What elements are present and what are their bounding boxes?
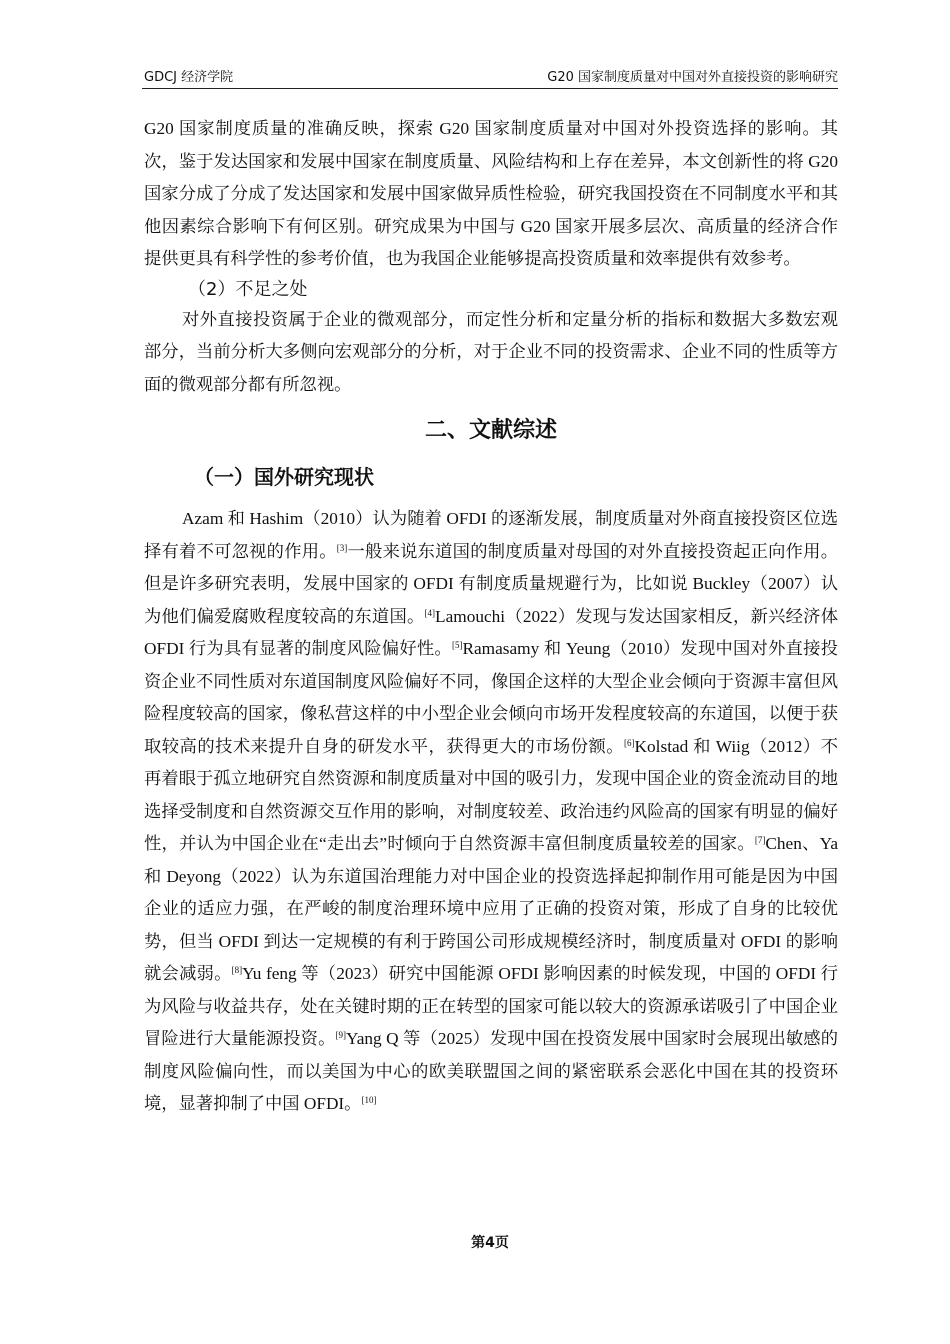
subheading-shortcomings: （2）不足之处 [188,278,308,300]
citation-ref: [4] [424,607,436,618]
sentence: Yang Q 等（2025）发现中国在投资发展中国家时会展现出敏感的制度风险偏向性，而以美国为中心的欧美联盟国之间的紧密联系会恶化中国在其的投资环境，显著抑制了中国 OFDI。 [144,1029,838,1113]
sentence: Azam 和 Hashim（2010）认为随着 OFDI 的逐渐发展，制度质量对外商直接投资区位选择有着不可忽视的作用。 [144,509,838,561]
sentence: Lamouchi（2022）发现与发达国家相反，新兴经济体 OFDI 行为具有显著的制度风险偏好性。 [144,606,838,658]
paragraph-shortcomings: 对外直接投资属于企业的微观部分，而定性分析和定量分析的指标和数据大多数宏观部分，当前分析大多侧向宏观部分的分析，对于企业不同的投资需求、企业不同的性质等方面的微观部分都有所忽视。 [144,309,838,394]
header-left-text: GDCJ 经济学院 [144,70,234,85]
paragraph-intro: G20 国家制度质量的准确反映，探索 G20 国家制度质量对中国对外投资选择的影响。其次，鉴于发达国家和发展中国家在制度质量、风险结构和上存在差异，本文创新性的将 G20 国家分成了分成了发达国家和发展中国家做异质性检验，研究我国投资在不同制度水平和其他因素综合影响下有何区别。研究成果为中国与 G20 国家开展多层次、高质量的经济合作提供更具有科学性的参考价值，也为我国企业能够提高投资质量和效率提供有效参考。 [144,119,838,268]
page-number: 第4页 [471,1235,509,1251]
header-rule [142,88,838,89]
citation-ref: [9] [335,1030,346,1040]
sentence: 一般来说东道国的制度质量对母国的对外直接投资起正向作用。但是许多研究表明，发展中国家的 OFDI 有制度质量规避行为，比如说 Buckley（2007）认为他们偏爱腐败程度较高的东道国。 [144,541,838,626]
paragraph-foreign-research [144,503,838,1121]
header-right-text: G20 国家制度质量对中国对外直接投资的影响研究 [547,70,838,85]
citation-ref: [5] [451,640,463,650]
sentence: Yu feng 等（2023）研究中国能源 OFDI 影响因素的时候发现，中国的 OFDI 行为风险与收益共存，处在关键时期的正在转型的国家可能以较大的资源承诺吸引了中国企业冒险进行大量能源投资。 [144,964,838,1048]
sentence: Chen、Ya 和 Deyong（2022）认为东道国治理能力对中国企业的投资选择起抑制作用可能是因为中国企业的适应力强，在严峻的制度治理环境中应用了正确的投资对策，形成了自身的比较优势，但当 OFDI 到达一定规模的有利于跨国公司形成规模经济时，制度质量对 OFDI 的影响就会减弱。 [144,834,838,983]
sentence: Kolstad 和 Wiig（2012）不再着眼于孤立地研究自然资源和制度质量对中国的吸引力，发现中国企业的资金流动目的地选择受制度和自然资源交互作用的影响，对制度较差、政治违约风险高的国家有明显的偏好性，并认为中国企业在“走出去”时倾向于自然资源丰富但制度质量较差的国家。 [144,736,838,853]
citation-ref: [3] [336,542,348,553]
citation-ref: [10] [361,1095,377,1105]
sentence: Ramasamy 和 Yeung（2010）发现中国对外直接投资企业不同性质对东道国制度风险偏好不同，像国企这样的大型企业会倾向于资源丰富但风险程度较高的国家，像私营这样的中小型企业会倾向市场开发程度较高的东道国，以便于获取较高的技术来提升自身的研发水平，获得更大的市场份额。 [144,639,838,756]
citation-ref: [8] [231,965,243,975]
document-body [144,113,838,1121]
subsection-heading-foreign-research: （一）国外研究现状 [194,465,374,489]
citation-ref: [6] [624,737,635,748]
section-heading-literature-review: 二、文献综述 [424,418,557,443]
citation-ref: [7] [754,835,766,845]
